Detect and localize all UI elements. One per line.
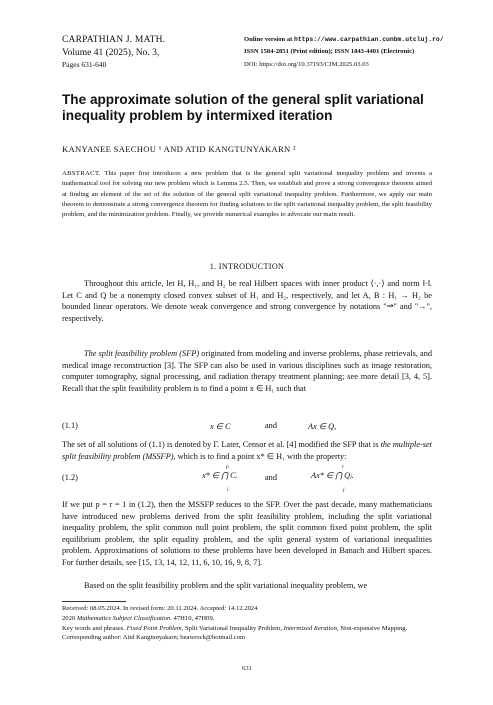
corresponding-author: Corresponding author: Atid Kangtunyakarn; beawrock@hotmail.com xyxy=(62,634,246,642)
equation-right: Ax* ∈ ⋂ Qⱼ. xyxy=(311,471,354,480)
abstract-text: This paper first introduces a new problem that is the general split variational inequality problem and invents a mathematical tool for solving our new problem which is Lemma 2.5. Then, we establish and prove a strong convergence theorem aimed at finding an element of the set of the solution of the general split variational inequality problem. Furthermore, we apply our main theorem to demonstrate a strong convergence theorem for finding solutions to the split variational inequality problem, the split feasibility problem, and the minimization problem. Finally, we provide numerical examples to advocate our main result. xyxy=(62,170,432,219)
doi-link[interactable]: DOI: https://doi.org/10.37193/CJM.2025.03.03 xyxy=(244,60,369,68)
paragraph-4: If we put p = r = 1 in (1.2), then the MSSFP reduces to the SFP. Over the past decade, many mathematicians have introduced new problems derived from the split feasibility problem, including the split variational inequality problem, the split common null point problem, the split common fixed point problem, the split equilibrium problem, the split equality problem, and the split general system of variational inequalities problem. Approximations of solutions to these problems have been developed in Banach and Hilbert spaces. For further details, see [15, 13, 14, 12, 11, 6, 10, 16, 9, 8, 7]. xyxy=(62,500,432,567)
equation-1-1 xyxy=(62,421,432,435)
footnote-divider xyxy=(62,601,126,602)
equation-left: x ∈ C xyxy=(210,422,231,431)
intersection-upper-limit: p xyxy=(226,464,229,470)
issn-line: ISSN 1584-2851 (Print edition); ISSN 1843-4401 (Electronic) xyxy=(244,48,415,56)
footnotes xyxy=(62,604,432,643)
equation-right: Ax ∈ Q, xyxy=(308,422,337,431)
intersection-lower-limit: i xyxy=(227,487,229,493)
keywords: Key words and phrases. Fixed Point Problem, Split Variational Inequality Problem, Intermixed Iteration, Non-expansive Mapping. xyxy=(62,624,408,632)
equation-number: (1.2) xyxy=(62,473,78,482)
msc-classification: 2020 Mathematics Subject Classification. 47H10, 47H09. xyxy=(62,614,215,622)
online-version-line xyxy=(244,34,474,46)
intersection-lower-limit: j xyxy=(343,487,345,493)
volume-line: Volume 41 (2025), No. 3, xyxy=(62,47,160,58)
online-url-link[interactable]: https://www.carpathian.cunbm.utcluj.ro/ xyxy=(294,36,444,43)
intersection-upper-limit: r xyxy=(342,464,345,470)
paragraph-1: Throughout this article, let H, H₁, and H₂ be real Hilbert spaces with inner product ⟨·,·⟩ and norm ‖·‖. Let C and Q be a nonempty closed convex subset of H₁ and H₂, respectively, and let A, B : H₁ → H₂ be bounded linear operators. We denote weak convergence and strong convergence by notations "⇀" and "→", respectively. xyxy=(62,279,432,323)
equation-left: x* ∈ ⋂ Cᵢ xyxy=(202,471,237,480)
authors-line: KANYANEE SAECHOU ¹ AND ATID KANGTUNYAKARN ² xyxy=(62,144,296,154)
journal-header xyxy=(62,34,252,72)
equation-connector: and xyxy=(265,421,277,430)
equation-connector: and xyxy=(265,473,277,482)
online-prefix: Online version at xyxy=(244,36,293,43)
paper-title: The approximate solution of the general split variational inequality problem by intermixed iteration xyxy=(62,92,424,123)
abstract xyxy=(62,169,432,220)
paragraph-2: The split feasibility problem (SFP) originated from modeling and inverse problems, phase retrievals, and medical image reconstruction [3]. The SFP can also be used in various disciplines such as image restoration, computer tomography, signal processing, and radiation therapy treatment planning; see more detail [3, 4, 5]. Recall that the split feasibility problem is to find a point x ∈ H₁ such that xyxy=(62,349,432,393)
received-dates: Received: 08.05.2024. In revised form: 20.11.2024. Accepted: 14.12.2024 xyxy=(62,605,258,612)
paragraph-5: Based on the split feasibility problem and the split variational inequality problem, we xyxy=(84,581,368,590)
equation-number: (1.1) xyxy=(62,421,78,430)
page-number: 631 xyxy=(242,665,252,672)
pages-line: Pages 631-640 xyxy=(62,60,107,69)
equation-1-2 xyxy=(62,464,432,494)
publication-info xyxy=(244,34,474,71)
abstract-label: ABSTRACT. xyxy=(62,170,101,177)
paragraph-3: The set of all solutions of (1.1) is denoted by Γ. Later, Censor et al. [4] modified the SFP that is the multiple-set split feasibility problem (MSSFP), which is to find a point x* ∈ H₁ with the property: xyxy=(62,440,432,461)
section-heading: 1. INTRODUCTION xyxy=(209,262,285,271)
journal-name: CARPATHIAN J. MATH. xyxy=(62,35,166,45)
